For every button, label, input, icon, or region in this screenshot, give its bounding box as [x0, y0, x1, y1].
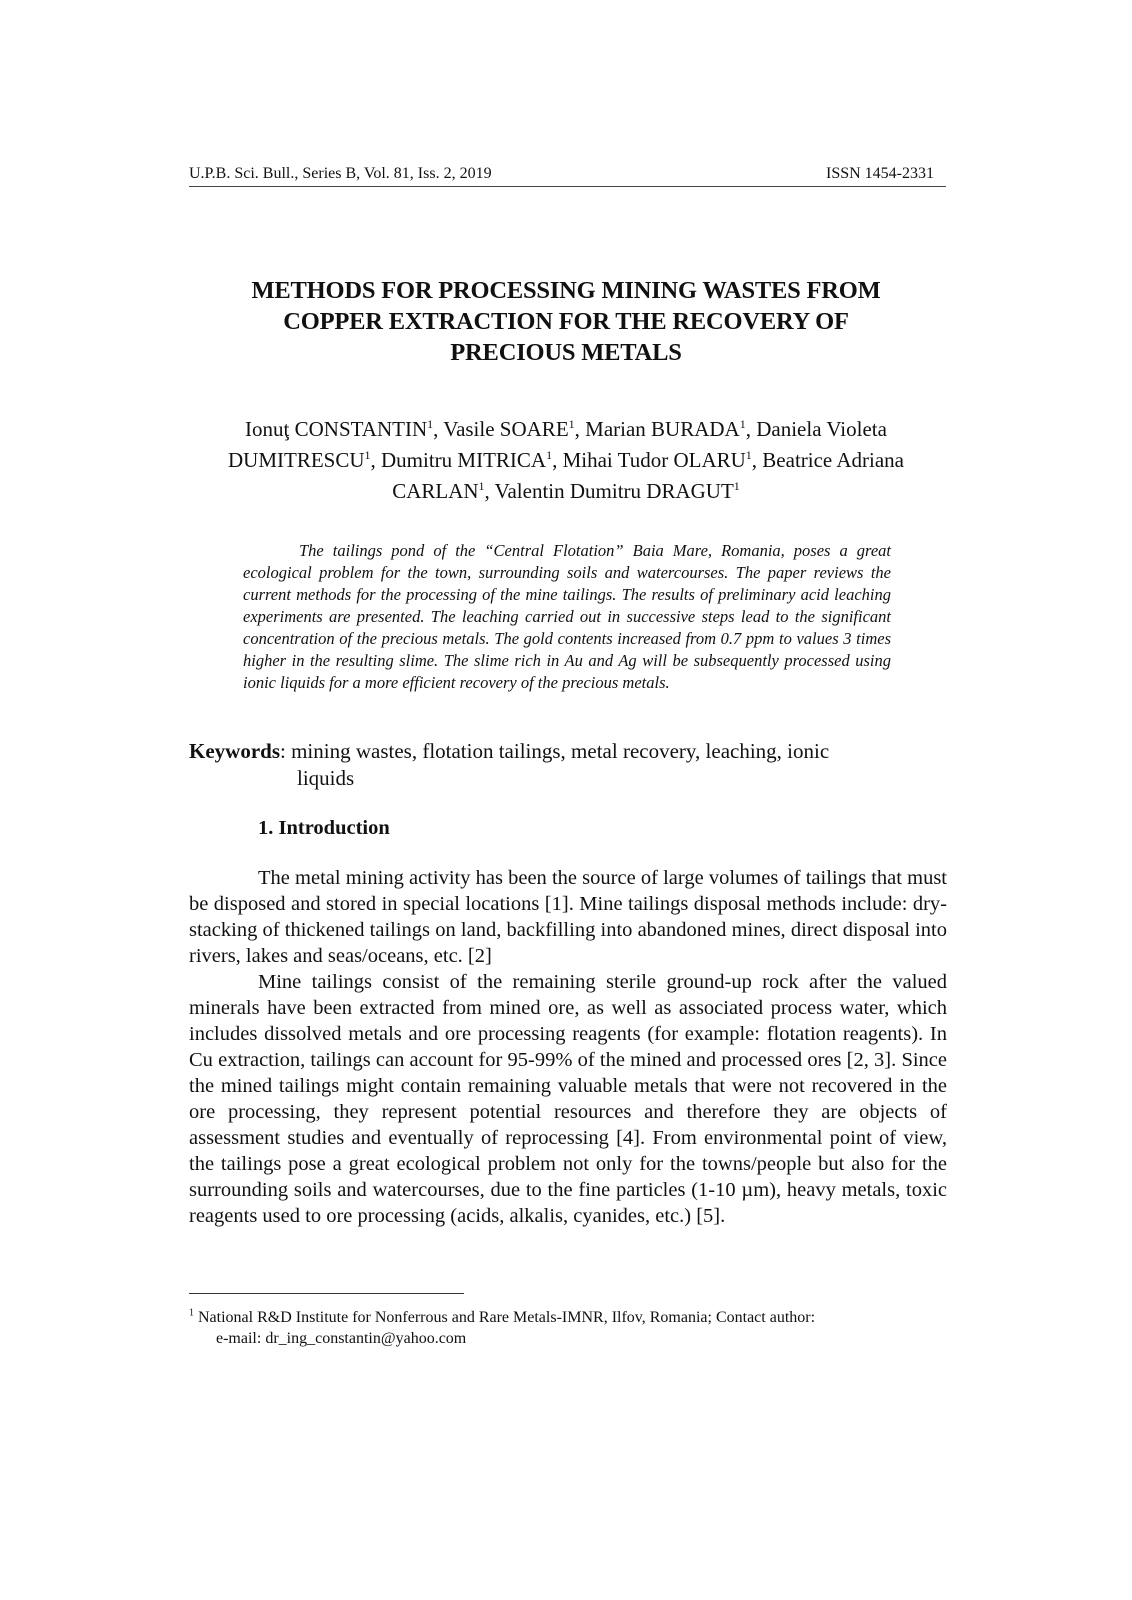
- body-paragraph: The metal mining activity has been the source of large volumes of tailings that must be disposed and stored in special locations [1]. Mine tailings disposal methods include: dry-stacking of thickened tailings on land, backfilling into abandoned mines, direct disposal into rivers, lakes and seas/oceans, etc. [2]: [189, 867, 947, 967]
- author-line-3: [150, 476, 982, 507]
- title-line-3: PRECIOUS METALS: [450, 339, 682, 366]
- author-name: CARLAN: [392, 479, 479, 503]
- footnote-email[interactable]: e-mail: dr_ing_constantin@yahoo.com: [216, 1330, 467, 1347]
- author-line-1: [150, 414, 982, 445]
- affiliation-mark: 1: [745, 448, 752, 462]
- footnote-mark: 1: [189, 1307, 194, 1319]
- issn: ISSN 1454-2331: [825, 165, 934, 182]
- author-name: , Vasile SOARE: [433, 417, 569, 441]
- affiliation-mark: 1: [546, 448, 553, 462]
- footnote-divider: [189, 1293, 464, 1294]
- affiliation-mark: 1: [739, 417, 746, 431]
- keywords-list: : mining wastes, flotation tailings, metal recovery, leaching, ionic: [280, 739, 830, 763]
- keywords: [189, 738, 889, 792]
- author-name: , Daniela Violeta: [745, 417, 887, 441]
- author-line-2: [150, 445, 982, 476]
- affiliation-mark: 1: [568, 417, 575, 431]
- abstract: The tailings pond of the “Central Flotation” Baia Mare, Romania, poses a great ecological problem for the town, surrounding soils and watercourses. The paper reviews the current methods for the processing of the mine tailings. The results of preliminary acid leaching experiments are presented. The leaching carried out in successive steps lead to the significant concentration of the precious metals. The gold contents increased from 0.7 ppm to values 3 times higher in the resulting slime. The slime rich in Au and Ag will be subsequently processed using ionic liquids for a more efficient recovery of the precious metals.: [243, 541, 891, 692]
- keywords-label: Keywords: [189, 739, 280, 763]
- keywords-line-2: liquids: [297, 766, 355, 790]
- footnote-affiliation: National R&D Institute for Nonferrous and Rare Metals-IMNR, Ilfov, Romania; Contact author:: [194, 1309, 816, 1326]
- footnote: [189, 1307, 947, 1349]
- affiliation-mark: 1: [478, 479, 485, 493]
- author-name: , Beatrice Adriana: [751, 448, 904, 472]
- running-header: [189, 160, 946, 187]
- author-name: , Mihai Tudor OLARU: [552, 448, 746, 472]
- affiliation-mark: 1: [427, 417, 434, 431]
- section-heading-introduction: 1. Introduction: [258, 817, 390, 839]
- author-name: DUMITRESCU: [228, 448, 365, 472]
- body-paragraph: Mine tailings consist of the remaining sterile ground-up rock after the valued minerals have been extracted from mined ore, as well as associated process water, which includes dissolved metals and ore processing reagents (for example: flotation reagents). In Cu extraction, tailings can account for 95-99% of the mined and processed ores [2, 3]. Since the mined tailings might contain remaining valuable metals that were not recovered in the ore processing, they represent potential resources and therefore they are objects of assessment studies and eventually of reprocessing [4]. From environmental point of view, the tailings pose a great ecological problem not only for the towns/people but also for the surrounding soils and watercourses, due to the fine particles (1-10 µm), heavy metals, toxic reagents used to ore processing (acids, alkalis, cyanides, etc.) [5].: [189, 971, 947, 1227]
- affiliation-mark: 1: [364, 448, 371, 462]
- title-line-1: METHODS FOR PROCESSING MINING WASTES FROM: [251, 277, 881, 304]
- author-name: , Valentin Dumitru DRAGUT: [484, 479, 734, 503]
- author-name: , Marian BURADA: [574, 417, 740, 441]
- author-name: Ionuţ CONSTANTIN: [245, 417, 428, 441]
- journal-citation: U.P.B. Sci. Bull., Series B, Vol. 81, Iss. 2, 2019: [189, 165, 492, 182]
- paper-title: [150, 275, 982, 368]
- keywords-line-1: [189, 738, 889, 765]
- affiliation-mark: 1: [733, 479, 740, 493]
- footnote-line-1: [189, 1307, 947, 1328]
- title-line-2: COPPER EXTRACTION FOR THE RECOVERY OF: [283, 308, 849, 335]
- author-name: , Dumitru MITRICA: [370, 448, 547, 472]
- author-list: [150, 414, 982, 507]
